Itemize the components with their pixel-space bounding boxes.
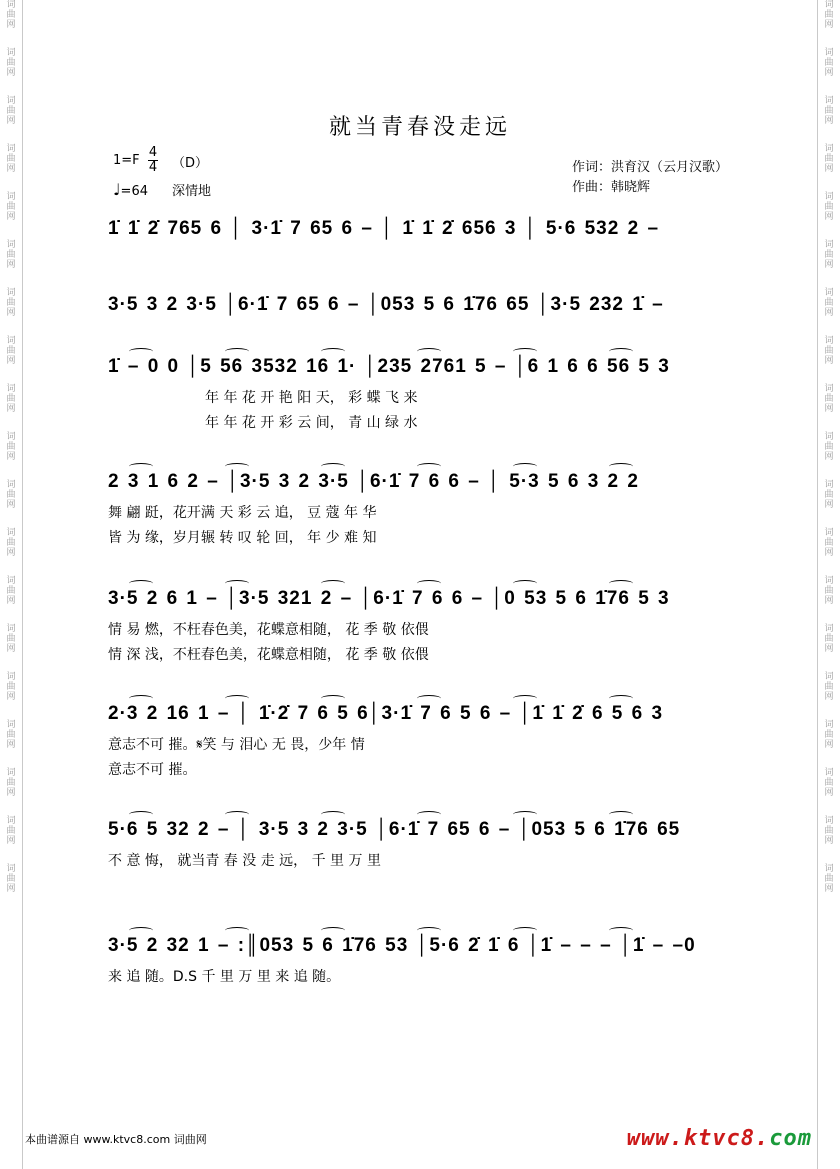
lyricist: 作词：洪育汉（云月汉歌） xyxy=(572,160,729,175)
watermark-char: 网 xyxy=(6,692,16,702)
slur-mark xyxy=(321,580,345,587)
notation-line: 2·3 2 16 1 – │ 1̇·2̇ 7 6 5 6│3·1̇ 7 6 5 6 – │1̇ 1̇ 2̇ 6 5 6 3 xyxy=(108,703,664,724)
watermark-char: 词 xyxy=(824,816,834,826)
watermark-char: 网 xyxy=(6,308,16,318)
watermark-group xyxy=(2,384,20,414)
watermark-char: 网 xyxy=(824,548,834,558)
watermark-char: 词 xyxy=(824,288,834,298)
watermark-char: 网 xyxy=(824,308,834,318)
watermark-char: 词 xyxy=(824,624,834,634)
watermark-char: 词 xyxy=(824,96,834,106)
watermark-char: 网 xyxy=(824,260,834,270)
watermark-char: 曲 xyxy=(6,58,16,68)
watermark-char: 词 xyxy=(824,672,834,682)
watermark-group xyxy=(820,144,838,174)
slur-mark xyxy=(513,927,537,934)
watermark-char: 曲 xyxy=(824,154,834,164)
watermark-char: 曲 xyxy=(824,826,834,836)
slur-mark xyxy=(129,695,153,702)
watermark-group xyxy=(820,432,838,462)
watermark-char: 网 xyxy=(824,404,834,414)
watermark-char: 词 xyxy=(6,0,16,10)
watermark-group xyxy=(2,768,20,798)
watermark-char: 网 xyxy=(824,356,834,366)
watermark-char: 曲 xyxy=(6,394,16,404)
watermark-group xyxy=(2,240,20,270)
watermark-char: 词 xyxy=(6,288,16,298)
slur-mark xyxy=(417,348,441,355)
watermark-char: 网 xyxy=(6,260,16,270)
slur-mark xyxy=(513,348,537,355)
slur-mark xyxy=(321,927,345,934)
slur-mark xyxy=(417,695,441,702)
watermark-group xyxy=(820,192,838,222)
slur-mark xyxy=(417,811,441,818)
watermark-char: 词 xyxy=(6,672,16,682)
slur-mark xyxy=(129,463,153,470)
watermark-char: 曲 xyxy=(6,826,16,836)
watermark-char: 网 xyxy=(6,356,16,366)
watermark-char: 曲 xyxy=(824,250,834,260)
watermark-char: 网 xyxy=(824,692,834,702)
lyric-line-1: 不 意 悔， 就当青 春 没 走 远， 千 里 万 里 xyxy=(108,853,381,869)
watermark-group xyxy=(820,0,838,30)
watermark-char: 曲 xyxy=(824,202,834,212)
watermark-char: 曲 xyxy=(824,538,834,548)
slur-mark xyxy=(609,580,633,587)
watermark-char: 曲 xyxy=(6,106,16,116)
watermark-group xyxy=(820,576,838,606)
watermark-char: 词 xyxy=(6,576,16,586)
watermark-group xyxy=(2,288,20,318)
watermark-group xyxy=(2,336,20,366)
watermark-char: 词 xyxy=(6,768,16,778)
left-border-line xyxy=(22,0,23,1169)
lyric-line-1: 情 易 燃，不枉春色美，花蝶意相随， 花 季 敬 依偎 xyxy=(108,622,429,638)
watermark-char: 曲 xyxy=(6,442,16,452)
watermark-char: 曲 xyxy=(6,682,16,692)
notation-line: 3·5 2 32 1 – :║053 5 6 1̇76 53 │5·6 2̇ 1̇ 6 │1̇ – – – │1̇ – –0 xyxy=(108,935,696,956)
watermark-group xyxy=(820,720,838,750)
watermark-char: 网 xyxy=(824,68,834,78)
lyric-line-1: 来 追 随。D.S 千 里 万 里 来 追 随。 xyxy=(108,969,341,985)
watermark-char: 词 xyxy=(6,384,16,394)
watermark-group xyxy=(820,864,838,894)
watermark-group xyxy=(2,480,20,510)
watermark-group xyxy=(820,816,838,846)
key-label: 1=F xyxy=(113,153,140,168)
watermark-char: 网 xyxy=(824,116,834,126)
watermark-group xyxy=(820,480,838,510)
watermark-char: 曲 xyxy=(6,10,16,20)
mood-marking: 深情地 xyxy=(172,184,212,199)
composer: 作曲：韩晓辉 xyxy=(572,180,651,195)
watermark-char: 网 xyxy=(824,644,834,654)
logo-tld: com xyxy=(769,1126,812,1151)
time-bottom: 4 xyxy=(148,160,158,175)
slur-mark xyxy=(609,463,633,470)
watermark-char: 曲 xyxy=(824,58,834,68)
watermark-char: 词 xyxy=(824,384,834,394)
watermark-char: 曲 xyxy=(824,346,834,356)
watermark-group xyxy=(820,288,838,318)
watermark-char: 曲 xyxy=(824,490,834,500)
watermark-char: 词 xyxy=(824,768,834,778)
lyric-line-2: 年 年 花 开 彩 云 间， 青 山 绿 水 xyxy=(205,415,418,431)
watermark-char: 词 xyxy=(824,48,834,58)
watermark-char: 词 xyxy=(824,432,834,442)
watermark-char: 网 xyxy=(824,500,834,510)
lyric-line-1: 意志不可 摧。𝄋笑 与 泪心 无 畏，少年 情 xyxy=(108,737,365,753)
watermark-group xyxy=(820,384,838,414)
quarter-note-icon: ♩ xyxy=(113,180,121,199)
watermark-char: 词 xyxy=(6,624,16,634)
notation-line: 2 3 1 6 2 – │3·5 3 2 3·5 │6·1̇ 7 6 6 – │ 5·3 5 6 3 2 2 xyxy=(108,471,639,492)
watermark-char: 网 xyxy=(824,788,834,798)
watermark-char: 网 xyxy=(824,884,834,894)
watermark-char: 网 xyxy=(6,884,16,894)
watermark-char: 网 xyxy=(824,740,834,750)
watermark-char: 词 xyxy=(6,96,16,106)
watermark-group xyxy=(2,816,20,846)
watermark-char: 词 xyxy=(824,144,834,154)
lyric-line-1: 年 年 花 开 艳 阳 天， 彩 蝶 飞 来 xyxy=(205,390,418,406)
watermark-char: 词 xyxy=(6,144,16,154)
watermark-char: 词 xyxy=(824,336,834,346)
watermark-char: 曲 xyxy=(824,298,834,308)
watermark-char: 词 xyxy=(6,864,16,874)
watermark-char: 词 xyxy=(6,48,16,58)
watermark-group xyxy=(2,864,20,894)
slur-mark xyxy=(513,580,537,587)
slur-mark xyxy=(225,927,249,934)
watermark-char: 网 xyxy=(6,548,16,558)
watermark-char: 曲 xyxy=(6,778,16,788)
lyric-line-1: 舞 翩 跹，花开满 天 彩 云 追， 豆 蔻 年 华 xyxy=(108,505,377,521)
watermark-group xyxy=(2,0,20,30)
watermark-group xyxy=(820,48,838,78)
watermark-char: 网 xyxy=(824,164,834,174)
watermark-char: 曲 xyxy=(6,634,16,644)
watermark-char: 曲 xyxy=(824,874,834,884)
watermark-char: 曲 xyxy=(824,394,834,404)
site-logo xyxy=(627,1126,812,1151)
watermark-char: 网 xyxy=(6,596,16,606)
watermark-char: 词 xyxy=(6,240,16,250)
watermark-char: 网 xyxy=(6,452,16,462)
tempo-marking xyxy=(113,180,148,199)
slur-mark xyxy=(225,580,249,587)
watermark-char: 曲 xyxy=(824,106,834,116)
key-signature xyxy=(113,153,140,168)
watermark-group xyxy=(820,528,838,558)
watermark-group xyxy=(820,672,838,702)
watermark-char: 曲 xyxy=(824,634,834,644)
watermark-char: 曲 xyxy=(6,298,16,308)
watermark-char: 词 xyxy=(824,240,834,250)
slur-mark xyxy=(417,463,441,470)
slur-mark xyxy=(129,348,153,355)
slur-mark xyxy=(513,811,537,818)
slur-mark xyxy=(225,811,249,818)
watermark-char: 网 xyxy=(824,20,834,30)
watermark-group xyxy=(820,240,838,270)
watermark-char: 网 xyxy=(824,596,834,606)
watermark-char: 网 xyxy=(824,836,834,846)
watermark-group xyxy=(2,624,20,654)
slur-mark xyxy=(513,463,537,470)
watermark-char: 曲 xyxy=(6,202,16,212)
watermark-char: 网 xyxy=(824,452,834,462)
watermark-char: 曲 xyxy=(6,586,16,596)
lyric-line-2: 皆 为 缘，岁月辗 转 叹 轮 回， 年 少 难 知 xyxy=(108,530,377,546)
logo-main: www.ktvc8. xyxy=(626,1126,770,1151)
watermark-char: 词 xyxy=(824,192,834,202)
song-title: 就当青春没走远 xyxy=(328,115,511,140)
watermark-char: 曲 xyxy=(824,730,834,740)
watermark-char: 网 xyxy=(6,116,16,126)
slur-mark xyxy=(321,348,345,355)
slur-mark xyxy=(321,811,345,818)
slur-mark xyxy=(321,463,345,470)
footer-source: 本曲谱源自 www.ktvc8.com 词曲网 xyxy=(25,1133,207,1146)
watermark-char: 网 xyxy=(824,212,834,222)
key-note: （D） xyxy=(172,156,209,171)
notation-line: 1̇ 1̇ 2̇ 765 6 │ 3·1̇ 7 65 6 – │ 1̇ 1̇ 2̇ 656 3 │ 5·6 532 2 – xyxy=(108,218,660,239)
watermark-char: 词 xyxy=(824,864,834,874)
watermark-char: 词 xyxy=(6,432,16,442)
watermark-char: 曲 xyxy=(6,490,16,500)
watermark-group xyxy=(820,624,838,654)
watermark-char: 词 xyxy=(6,192,16,202)
right-border-line xyxy=(817,0,818,1169)
slur-mark xyxy=(513,695,537,702)
watermark-char: 词 xyxy=(6,480,16,490)
watermark-char: 曲 xyxy=(824,442,834,452)
slur-mark xyxy=(225,695,249,702)
watermark-char: 曲 xyxy=(824,10,834,20)
notation-line: 3·5 3 2 3·5 │6·1̇ 7 65 6 – │053 5 6 1̇76 65 │3·5 232 1̇ – xyxy=(108,294,664,315)
watermark-group xyxy=(2,144,20,174)
watermark-group xyxy=(2,672,20,702)
slur-mark xyxy=(609,927,633,934)
time-signature xyxy=(148,146,158,175)
watermark-char: 曲 xyxy=(824,682,834,692)
watermark-char: 词 xyxy=(824,528,834,538)
slur-mark xyxy=(609,811,633,818)
watermark-char: 网 xyxy=(6,788,16,798)
watermark-char: 网 xyxy=(6,164,16,174)
watermark-char: 词 xyxy=(6,528,16,538)
slur-mark xyxy=(417,927,441,934)
watermark-char: 曲 xyxy=(6,730,16,740)
watermark-group xyxy=(2,192,20,222)
watermark-char: 网 xyxy=(6,644,16,654)
watermark-char: 曲 xyxy=(6,874,16,884)
slur-mark xyxy=(321,695,345,702)
watermark-group xyxy=(2,528,20,558)
watermark-char: 网 xyxy=(6,836,16,846)
watermark-char: 曲 xyxy=(6,538,16,548)
slur-mark xyxy=(129,927,153,934)
watermark-char: 网 xyxy=(6,404,16,414)
watermark-char: 词 xyxy=(6,816,16,826)
slur-mark xyxy=(225,463,249,470)
lyric-line-2: 意志不可 摧。 xyxy=(108,762,197,778)
watermark-char: 网 xyxy=(6,212,16,222)
watermark-char: 词 xyxy=(6,720,16,730)
watermark-group xyxy=(2,720,20,750)
slur-mark xyxy=(417,580,441,587)
watermark-char: 网 xyxy=(6,68,16,78)
watermark-group xyxy=(820,768,838,798)
slur-mark xyxy=(225,348,249,355)
watermark-char: 词 xyxy=(824,0,834,10)
slur-mark xyxy=(609,695,633,702)
slur-mark xyxy=(609,348,633,355)
watermark-char: 网 xyxy=(6,20,16,30)
watermark-char: 曲 xyxy=(6,250,16,260)
watermark-group xyxy=(2,576,20,606)
slur-mark xyxy=(129,580,153,587)
watermark-char: 网 xyxy=(6,500,16,510)
watermark-char: 曲 xyxy=(824,586,834,596)
watermark-char: 词 xyxy=(824,576,834,586)
watermark-char: 曲 xyxy=(824,778,834,788)
watermark-char: 词 xyxy=(824,720,834,730)
watermark-char: 曲 xyxy=(6,346,16,356)
lyric-line-2: 情 深 浅，不枉春色美，花蝶意相随， 花 季 敬 依偎 xyxy=(108,647,429,663)
tempo-value: =64 xyxy=(120,184,148,199)
notation-line: 5·6 5 32 2 – │ 3·5 3 2 3·5 │6·1̇ 7 65 6 – │053 5 6 1̇76 65 xyxy=(108,819,681,840)
watermark-group xyxy=(2,48,20,78)
notation-line: 1̇ – 0 0 │5 56 3532 16 1· │235 2761 5 – │6 1 6 6 56 5 3 xyxy=(108,356,670,377)
watermark-group xyxy=(2,432,20,462)
watermark-char: 曲 xyxy=(6,154,16,164)
watermark-char: 词 xyxy=(6,336,16,346)
notation-line: 3·5 2 6 1 – │3·5 321 2 – │6·1̇ 7 6 6 – │0 53 5 6 1̇76 5 3 xyxy=(108,588,670,609)
watermark-char: 网 xyxy=(6,740,16,750)
watermark-group xyxy=(820,336,838,366)
time-top: 4 xyxy=(148,145,158,160)
watermark-char: 词 xyxy=(824,480,834,490)
slur-mark xyxy=(129,811,153,818)
